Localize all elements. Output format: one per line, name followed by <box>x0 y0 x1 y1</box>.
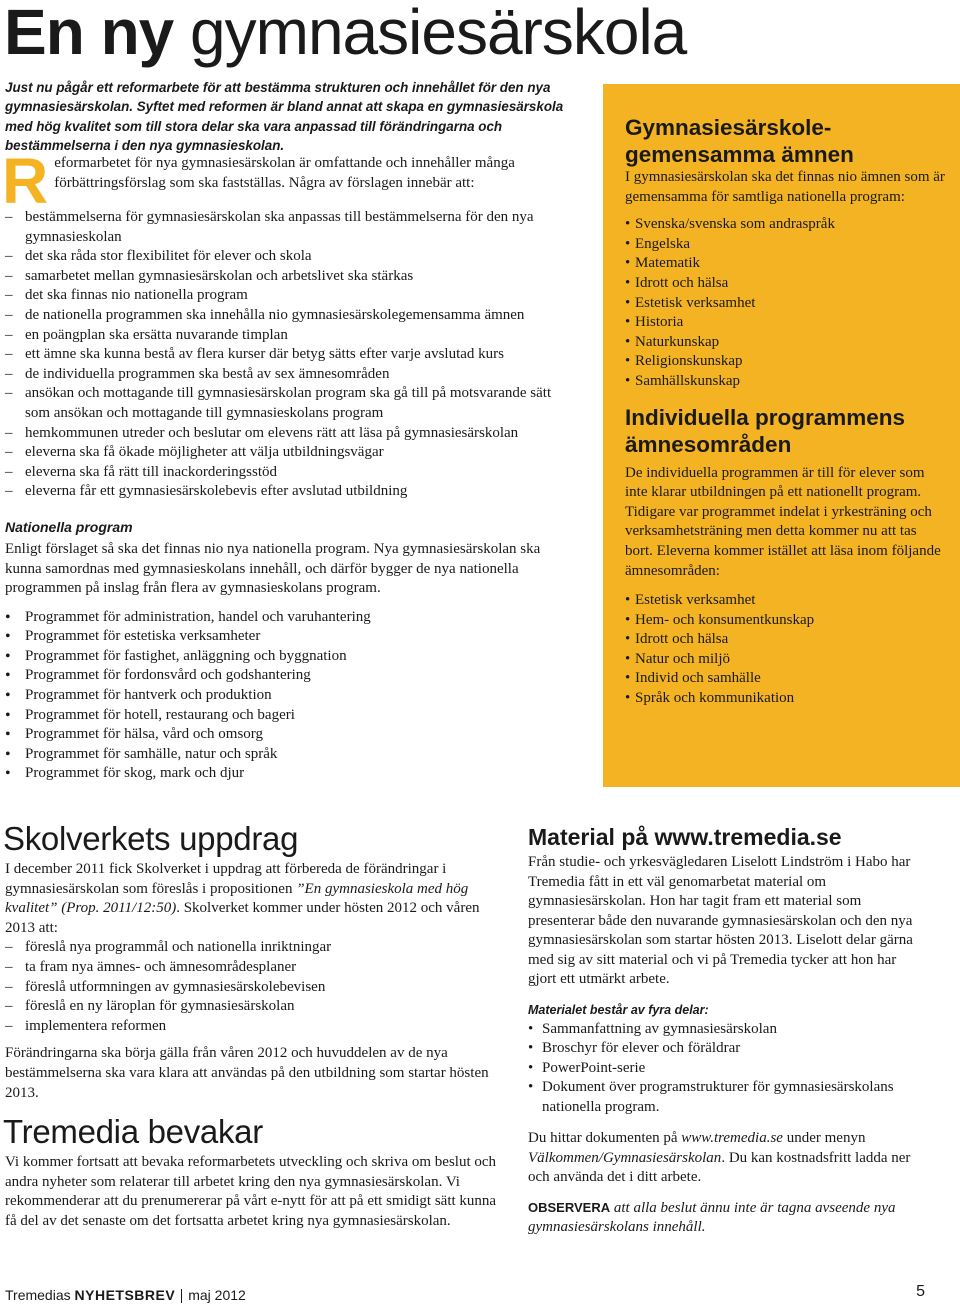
list-item: • Historia <box>625 313 945 333</box>
find-text-c: . Du kan kostnadsfritt ladda ner och använda det i ditt arbete. <box>528 1149 911 1185</box>
list-item: • Samhällskunskap <box>625 372 945 392</box>
footer-publisher: Tremedias <box>5 1287 71 1303</box>
list-item: – samarbetet mellan gymnasiesärskolan och arbetslivet ska stärkas <box>5 267 570 287</box>
list-item: • Engelska <box>625 235 945 255</box>
list-item: • Programmet för hantverk och produktion <box>5 686 570 706</box>
list-item: – föreslå nya programmål och nationella inriktningar <box>5 938 500 958</box>
tremedia-heading: Tremedia bevakar <box>3 1113 263 1151</box>
task-list <box>5 938 500 1036</box>
list-item: – eleverna får ett gymnasiesärskolebevis efter avslutad utbildning <box>5 482 570 502</box>
list-item: – en poängplan ska ersätta nuvarande timplan <box>5 326 570 346</box>
list-item: – de individuella programmen ska bestå av sex ämnesområden <box>5 365 570 385</box>
list-item: – de nationella programmen ska innehålla nio gymnasiesärskolegemensamma ämnen <box>5 306 570 326</box>
material-parts-list <box>528 1020 918 1118</box>
drop-cap: R <box>2 145 49 217</box>
skolverket-text-a: I december 2011 fick Skolverket i uppdrag att förbereda de förändringar i gymnasiesärskolan som föreslås i propositionen <box>5 861 447 897</box>
list-item: – bestämmelserna för gymnasiesärskolan ska anpassas till bestämmelserna för den nya gymnasieskolan <box>5 208 570 247</box>
menu-path: Välkommen/Gymnasiesärskolan <box>528 1149 722 1166</box>
headline-bold: En ny <box>4 0 174 68</box>
program-list <box>5 608 570 784</box>
observe-note <box>528 1198 918 1238</box>
observe-label: OBSERVERA <box>528 1199 611 1215</box>
list-item: • PowerPoint-serie <box>528 1059 918 1079</box>
list-item: – föreslå utformningen av gymnasiesärskolebevisen <box>5 978 500 998</box>
intro-text: eformarbetet för nya gymnasiesärskolan är omfattande och innehåller många förbättringsförslag som ska fastställas. Några av förslagen innebär att: <box>54 155 515 191</box>
sidebar-text-areas: De individuella programmen är till för elever som inte klarar utbildningen på ett nationellt program. Tidigare var programmet indelat i yrkesträning och verksamhetsträning men detta kommer nu att tas bort. Eleverna kommer istället att läsa inom följande ämnesområden: <box>625 464 941 579</box>
list-item: • Estetisk verksamhet <box>625 294 945 314</box>
list-item: • Idrott och hälsa <box>625 274 945 294</box>
footer-date: maj 2012 <box>188 1287 246 1303</box>
list-item: • Estetisk verksamhet <box>625 591 945 611</box>
find-text-b: under menyn <box>782 1130 866 1146</box>
material-find-text <box>528 1129 918 1188</box>
nationella-heading: Nationella program <box>5 518 133 535</box>
list-item: – eleverna ska få rätt till inackorderingsstöd <box>5 463 570 483</box>
lower-left-column <box>5 820 500 1232</box>
main-column <box>2 145 570 784</box>
page-number: 5 <box>916 1283 925 1300</box>
list-item: • Programmet för fordonsvård och godshantering <box>5 666 570 686</box>
skolverket-closing: Förändringarna ska börja gälla från våren 2012 och huvuddelen av de nya bestämmelserna ska vara klara att användas på den utbildning som startar hösten 2013. <box>5 1045 489 1101</box>
list-item: • Religionskunskap <box>625 352 945 372</box>
sidebar-heading-areas: Individuella programmens ämnesområden <box>625 404 906 457</box>
footer-divider <box>181 1289 182 1303</box>
intro-paragraph <box>2 145 570 217</box>
list-item: • Svenska/svenska som andraspråk <box>625 215 945 235</box>
material-subheading: Materialet består av fyra delar: <box>528 1002 709 1017</box>
list-item: • Idrott och hälsa <box>625 630 945 650</box>
list-item: • Programmet för estetiska verksamheter <box>5 627 570 647</box>
list-item: • Natur och miljö <box>625 650 945 670</box>
proposal-list <box>5 208 570 502</box>
list-item: – ta fram nya ämnes- och ämnesområdesplaner <box>5 958 500 978</box>
list-item: • Broschyr för elever och föräldrar <box>528 1039 918 1059</box>
list-item: – ett ämne ska kunna bestå av flera kurser där betyg sätts efter varje avslutad kurs <box>5 345 570 365</box>
list-item: • Hem- och konsumentkunskap <box>625 611 945 631</box>
list-item: • Sammanfattning av gymnasiesärskolan <box>528 1020 918 1040</box>
tremedia-text: Vi kommer fortsatt att bevaka reformarbetets utveckling och skriva om beslut och andra nyheter som relaterar till arbetet kring den nya gymnasiesärskolan. Vi rekommenderar att du prenumererar på vårt e-nytt för att på ett smidigt sätt kunna få del av det senaste om det fortsatta arbetet kring nya gymnasiesärskolan. <box>5 1154 497 1229</box>
list-item: • Programmet för fastighet, anläggning och byggnation <box>5 647 570 667</box>
material-column <box>528 823 918 1238</box>
list-item: • Programmet för administration, handel och varuhantering <box>5 608 570 628</box>
list-item: • Dokument över programstrukturer för gymnasiesärskolans nationella program. <box>528 1078 918 1117</box>
observe-text: att alla beslut ännu inte är tagna avseende nya gymnasiesärskolans innehåll. <box>528 1199 896 1235</box>
area-list <box>625 591 945 709</box>
proposition-title: ”En gymnasieskola med hög kvalitet” (Prop. 2011/12:50) <box>5 880 469 917</box>
material-text: Från studie- och yrkesvägledaren Liselott Lindström i Habo har Tremedia fått in ett väl genomarbetat material om gymnasiesärskolan. Hon har tagit fram ett material som presenterar både den nuvarande gymnasiesärskolan och den nya gymnasiesärskolan som startar hösten 2013. Liselott delar gärna med sig av sitt material och vi på Tremedia tycker att hon har gjort ett utmärkt arbete. <box>528 854 913 987</box>
list-item: – hemkommunen utreder och beslutar om elevens rätt att läsa på gymnasiesärskolan <box>5 424 570 444</box>
find-text-a: Du hittar dokumenten på <box>528 1130 682 1146</box>
headline-light: gymnasiesärskola <box>190 0 687 68</box>
list-item: • Programmet för samhälle, natur och språk <box>5 745 570 765</box>
list-item: • Programmet för skog, mark och djur <box>5 764 570 784</box>
list-item: • Programmet för hotell, restaurang och bageri <box>5 706 570 726</box>
list-item: • Individ och samhälle <box>625 669 945 689</box>
page-headline <box>4 0 686 70</box>
list-item: – eleverna ska få ökade möjligheter att välja utbildningsvägar <box>5 443 570 463</box>
sidebar-text-subjects: I gymnasiesärskolan ska det finnas nio ämnen som är gemensamma för samtliga nationella program: <box>625 169 945 205</box>
subject-list <box>625 215 945 391</box>
page-footer <box>5 1283 925 1304</box>
footer-brand: NYHETSBREV <box>74 1287 176 1303</box>
list-item: – det ska finnas nio nationella program <box>5 286 570 306</box>
ingress: Just nu pågår ett reformarbete för att bestämma strukturen och innehållet för den nya gymnasiesärskolan. Syftet med reformen är bland annat att skapa en gymnasiesärskola med hög kvalitet som till stora delar ska vara anpassad till förändringarna och bestämmelserna i den nya gymnasieskolan. <box>5 80 564 153</box>
material-heading: Material på www.tremedia.se <box>528 824 842 850</box>
list-item: • Matematik <box>625 254 945 274</box>
list-item: – ansökan och mottagande till gymnasiesärskolan program ska gå till på motsvarande sätt som ansökan och mottagande till gymnasieskolans program <box>5 384 570 423</box>
tremedia-link[interactable]: www.tremedia.se <box>681 1130 783 1146</box>
skolverket-text <box>5 860 500 938</box>
list-item: – föreslå en ny läroplan för gymnasiesärskolan <box>5 997 500 1017</box>
list-item: – det ska råda stor flexibilitet för elever och skola <box>5 247 570 267</box>
sidebar-box <box>603 84 960 787</box>
skolverket-text-b: . Skolverket kommer under hösten 2012 och våren 2013 att: <box>5 900 480 936</box>
sidebar-heading-subjects: Gymnasiesärskole-gemensamma ämnen <box>625 115 854 167</box>
list-item: – implementera reformen <box>5 1017 500 1037</box>
nationella-text: Enligt förslaget så ska det finnas nio nya nationella program. Nya gymnasiesärskolan ska kunna samordnas med gymnasieskolans innehåll, och därför bygger de nya nationella programmen på inslag från flera av gymnasieskolans program. <box>5 540 541 597</box>
list-item: • Naturkunskap <box>625 333 945 353</box>
list-item: • Språk och kommunikation <box>625 689 945 709</box>
list-item: • Programmet för hälsa, vård och omsorg <box>5 725 570 745</box>
skolverket-heading: Skolverkets uppdrag <box>3 820 299 857</box>
